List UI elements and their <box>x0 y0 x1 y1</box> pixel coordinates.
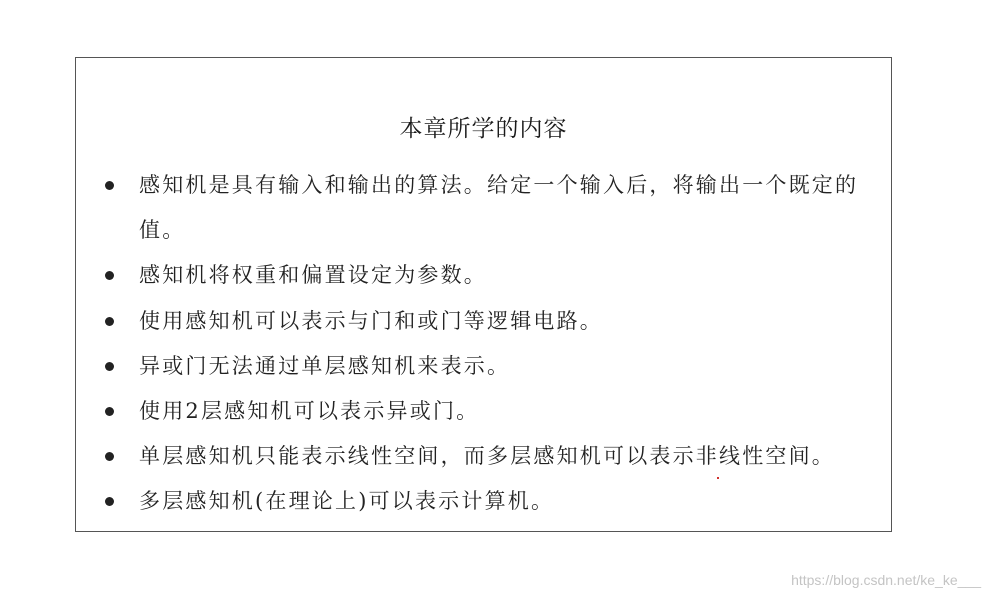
bullet-icon <box>105 497 114 506</box>
list-item-text: 使用感知机可以表示与门和或门等逻辑电路。 <box>139 309 603 333</box>
bullet-icon <box>105 317 114 326</box>
list-item <box>105 253 875 298</box>
list-item <box>105 389 875 434</box>
list-item <box>105 344 875 389</box>
list-item-text: 异或门无法通过单层感知机来表示。 <box>139 354 511 378</box>
bullet-icon <box>105 452 114 461</box>
summary-title: 本章所学的内容 <box>399 116 568 142</box>
list-item-text: 感知机将权重和偏置设定为参数。 <box>139 263 487 287</box>
list-item-text: 单层感知机只能表示线性空间，而多层感知机可以表示非线性空间。 <box>139 444 835 468</box>
bullet-icon <box>105 271 114 280</box>
list-item <box>105 299 875 344</box>
summary-box <box>75 57 892 532</box>
bullet-icon <box>105 362 114 371</box>
list-item <box>105 163 875 253</box>
summary-bullet-list <box>76 58 891 531</box>
list-item-text: 使用2层感知机可以表示异或门。 <box>139 399 480 423</box>
list-item <box>105 434 875 479</box>
watermark: https://blog.csdn.net/ke_ke___ <box>791 572 981 588</box>
bullet-icon <box>105 181 114 190</box>
list-item <box>105 479 875 524</box>
red-marker-dot <box>717 477 719 479</box>
list-item-text: 感知机是具有输入和输出的算法。给定一个输入后，将输出一个既定的值。 <box>139 173 859 242</box>
bullet-icon <box>105 407 114 416</box>
list-item-text: 多层感知机(在理论上)可以表示计算机。 <box>139 489 555 513</box>
